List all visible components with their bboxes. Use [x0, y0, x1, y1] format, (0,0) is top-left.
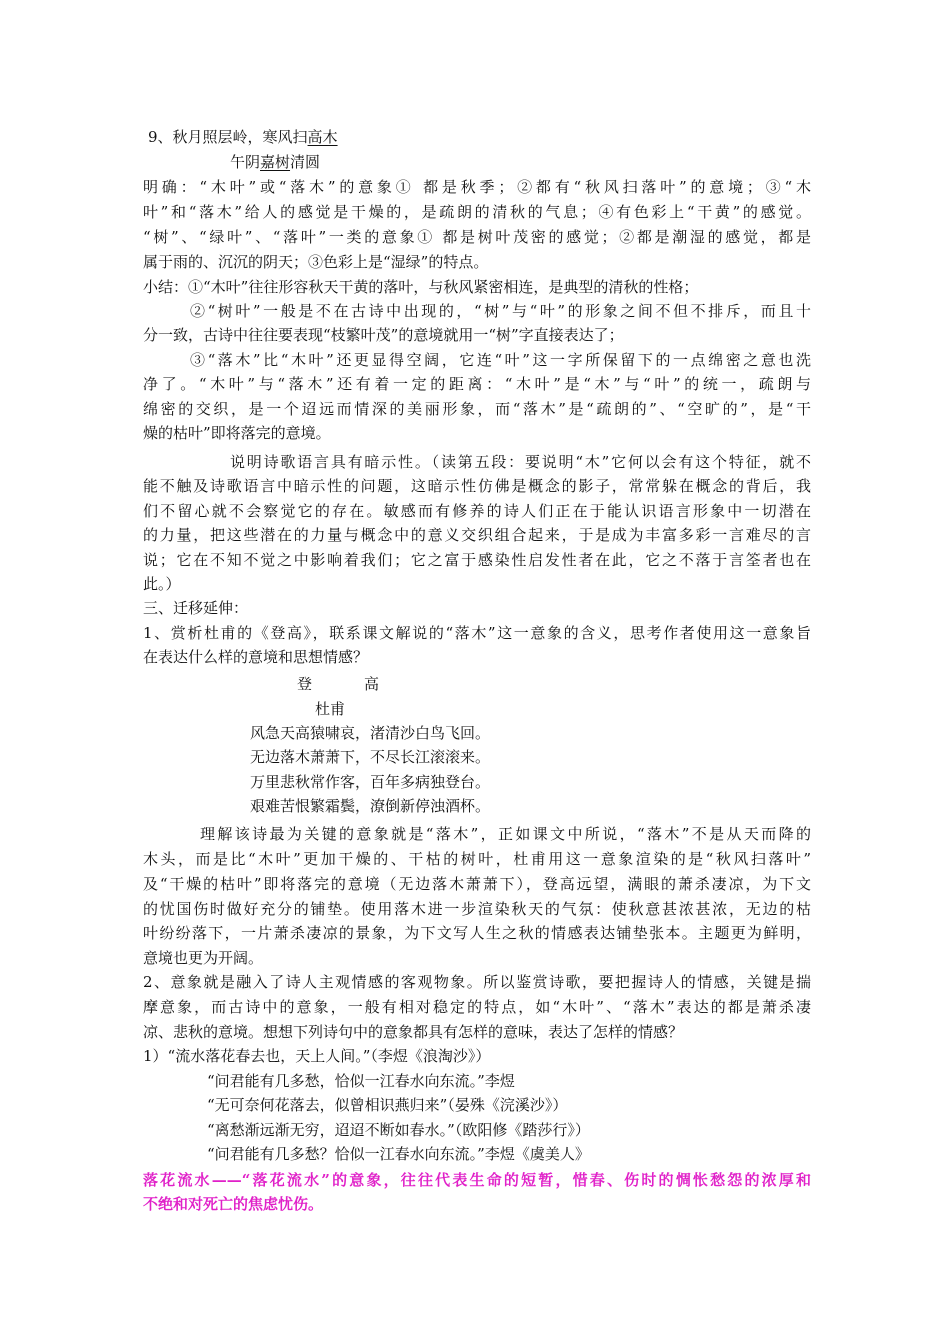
poem-line: 艰难苦恨繁霜鬓，潦倒新停浊酒杯。: [250, 797, 491, 815]
q2-line: 摩意象，而古诗中的意象，一般有相对稳定的特点，如“木叶”、“落木”表达的都是萧杀凄: [143, 998, 811, 1016]
poem-title: [297, 673, 497, 695]
q9-line2-post: 清圆: [290, 153, 321, 171]
q9-line1: [148, 126, 816, 148]
shuoming-line: 能不触及诗歌语言中暗示性的问题，这暗示性仿佛是概念的影子，常常躲在概念的背后，我: [143, 477, 811, 495]
shuoming-line: 的力量，把这些潜在的力量与概念中的意义交织组合起来，于是成为丰富多彩一言难尽的言: [143, 526, 811, 544]
section-heading: 三、迁移延伸：: [143, 599, 249, 617]
shuoming-line: 说；它在不知不觉之中影响着我们；它之富于感染性启发性者在此，它之不落于言筌者也在: [143, 551, 811, 569]
quote-line: “问君能有几多愁？恰似一江春水向东流。”李煜《虞美人》: [207, 1145, 590, 1163]
mingque-line: 属于雨的、沉沉的阴天；③色彩上是“湿绿”的特点。: [143, 253, 489, 271]
q1-line: 1、赏析杜甫的《登高》，联系课文解说的“落木”这一意象的含义，思考作者使用这一意象旨: [143, 624, 811, 642]
poem-line: 无边落木萧萧下，不尽长江滚滚来。: [250, 748, 491, 766]
poem-line: 万里悲秋常作客，百年多病独登台。: [250, 773, 491, 791]
poem-author: 杜甫: [315, 700, 346, 718]
q9-line2-underline: 嘉树: [260, 153, 291, 171]
quote-line: 1）“流水落花春去也，天上人间。”（李煜《浪淘沙》）: [143, 1047, 491, 1065]
q9-line2-pre: 午阴: [230, 153, 261, 171]
analysis-line: 木头，而是比“木叶”更加干燥的、干枯的树叶，杜甫用这一意象渲染的是“秋风扫落叶”: [143, 850, 811, 868]
xiaojie-line: 绵密的交织，是一个迢远而情深的美丽形象，而“落木”是“疏朗的”、“空旷的”，是“干: [143, 400, 811, 418]
shuoming-line: 说明诗歌语言具有暗示性。（读第五段：要说明“木”它何以会有这个特征，就不: [230, 453, 811, 471]
q9-underline-text: 高木: [307, 128, 338, 146]
q1-line: 在表达什么样的意境和思想情感？: [143, 648, 369, 666]
analysis-line: 叶纷纷落下，一片萧杀凄凉的景象，为下文写人生之秋的情感表达铺垫张本。主题更为鲜明，: [143, 924, 811, 942]
xiaojie-line: 分一致，古诗中往往要表现“枝繁叶茂”的意境就用一“树”字直接表达了；: [143, 326, 624, 344]
mingque-line: 明确：“木叶”或“落木”的意象① 都是秋季；②都有“秋风扫落叶”的意境；③“木: [143, 178, 811, 196]
analysis-line: 的忧国伤时做好充分的铺垫。使用落木进一步渲染秋天的气氛：使秋意甚浓甚浓，无边的枯: [143, 900, 811, 918]
shuoming-line: 此。）: [143, 575, 181, 593]
q9-label: 9、秋月照层岭，寒风扫: [148, 128, 308, 146]
mingque-line: “树”、“绿叶”、“落叶”一类的意象① 都是树叶茂密的感觉；②都是潮湿的感觉，都是: [143, 228, 811, 246]
answer-highlight-line: 不绝和对死亡的焦虑忧伤。: [143, 1195, 324, 1213]
xiaojie-line: 净了。“木叶”与“落木”还有着一定的距离：“木叶”是“木”与“叶”的统一，疏朗与: [143, 375, 811, 393]
analysis-line: 及“干燥的枯叶”即将落完的意境（无边落木萧萧下），登高远望，满眼的萧杀凄凉，为下文: [143, 875, 811, 893]
analysis-line: 意境也更为开阔。: [143, 949, 264, 967]
answer-highlight-line: 落花流水——“落花流水”的意象，往往代表生命的短暂，惜春、伤时的惆怅愁怨的浓厚和: [143, 1171, 811, 1189]
q2-line: 2、意象就是融入了诗人主观情感的客观物象。所以鉴赏诗歌，要把握诗人的情感，关键是揣: [143, 973, 811, 991]
xiaojie-line: 燥的枯叶”即将落完的意境。: [143, 424, 331, 442]
xiaojie-line: ②“树叶”一般是不在古诗中出现的，“树”与“叶”的形象之间不但不排斥，而且十: [190, 302, 811, 320]
poem-title-char: 登: [297, 675, 313, 693]
quote-line: “问君能有几多愁，恰似一江春水向东流。”李煜: [207, 1072, 515, 1090]
quote-line: “离愁渐远渐无穷，迢迢不断如春水。”（欧阳修《踏莎行》）: [207, 1121, 590, 1139]
analysis-line: 理解该诗最为关键的意象就是“落木”，正如课文中所说，“落木”不是从天而降的: [200, 825, 811, 843]
q9-line2: [230, 151, 898, 173]
poem-line: 风急天高猿啸哀，渚清沙白鸟飞回。: [250, 724, 491, 742]
mingque-line: 叶”和“落木”给人的感觉是干燥的，是疏朗的清秋的气息；④有色彩上“干黄”的感觉。: [143, 203, 811, 221]
xiaojie-line: 小结：①“木叶”往往形容秋天干黄的落叶，与秋风紧密相连，是典型的清秋的性格；: [143, 278, 699, 296]
shuoming-line: 们不留心就不会察觉它的存在。敏感而有修养的诗人们正在于能认识语言形象中一切潜在: [143, 502, 811, 520]
quote-line: “无可奈何花落去，似曾相识燕归来”（晏殊《浣溪沙》）: [207, 1096, 568, 1114]
xiaojie-line: ③“落木”比“木叶”还更显得空阔，它连“叶”这一字所保留下的一点绵密之意也洗: [190, 351, 811, 369]
q2-line: 凉、悲秋的意境。想想下列诗句中的意象都具有怎样的意味，表达了怎样的情感？: [143, 1023, 684, 1041]
poem-title-char: 高: [364, 675, 380, 693]
